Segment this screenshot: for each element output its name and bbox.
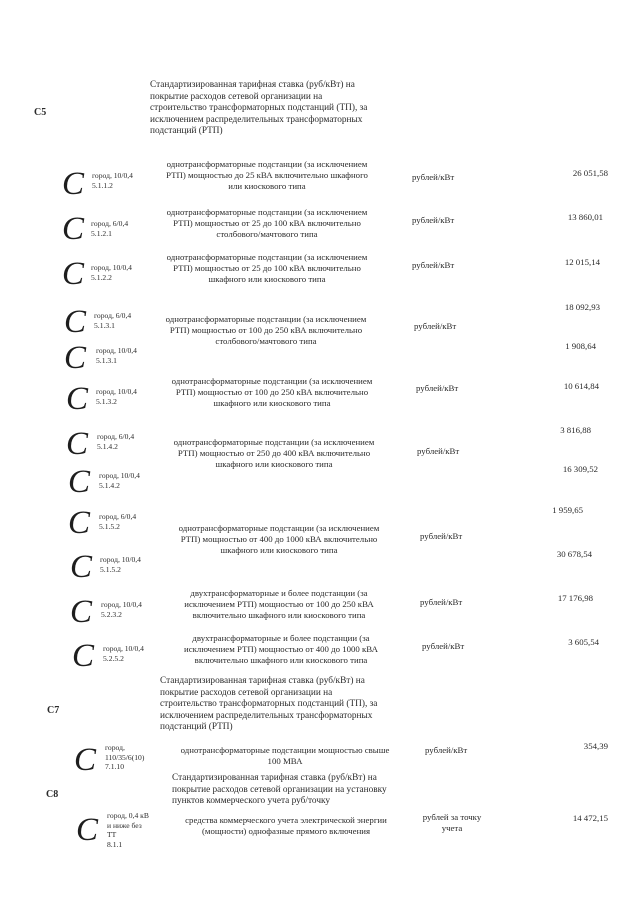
row-ref <box>91 219 128 238</box>
desc-line: однотрансформаторные подстанции мощностью свыше <box>180 745 390 755</box>
row-ref <box>105 743 144 772</box>
heading-line: исключением распределительных трансформаторных <box>160 710 373 721</box>
desc-line: РТП) мощностью от 25 до 100 кВА включительно <box>173 263 361 273</box>
row-ref <box>107 811 149 849</box>
heading-line: покрытие расходов сетевой организации на <box>150 91 323 102</box>
desc-line: однотрансформаторные подстанции (за исключением <box>166 207 368 217</box>
heading-line: пунктов коммерческого учета руб/точку <box>172 796 331 806</box>
desc-line: однотрансформаторные подстанции (за исключением <box>166 252 368 262</box>
ref-line: город, 6/0,4 <box>97 432 135 441</box>
row-unit <box>417 446 459 457</box>
row-value: 26 051,58 <box>572 168 608 178</box>
desc-line: РТП) мощностью до 25 кВА включительно шкафного <box>166 170 368 180</box>
desc-line: РТП) мощностью от 25 до 100 кВА включительно <box>173 218 361 228</box>
heading-line: покрытие расходов сетевой организации на установку <box>172 784 387 795</box>
row-unit <box>420 597 462 608</box>
ref-line: город, 0,4 кВ <box>107 811 149 820</box>
desc-line: двухтрансформаторные и более подстанции (за <box>192 633 370 643</box>
row-description <box>162 588 396 621</box>
row-description <box>164 633 398 666</box>
row-unit <box>425 745 467 756</box>
row-value: 3 605,54 <box>568 637 599 647</box>
ref-line: 5.1.5.2 <box>99 521 120 531</box>
desc-line: включительно шкафного или киоскового типа <box>194 655 368 665</box>
row-ref <box>92 171 133 190</box>
ref-line: 5.1.4.2 <box>97 441 118 451</box>
row-unit <box>422 641 464 652</box>
ref-line: город, 6/0,4 <box>94 311 132 320</box>
c-letter: C <box>64 340 87 376</box>
ref-line: город, 10/0,4 <box>96 346 137 355</box>
row-value: 1 959,65 <box>552 505 583 515</box>
c-letter: C <box>76 812 99 848</box>
unit-line: рублей/кВт <box>412 215 455 225</box>
row-unit <box>415 812 489 834</box>
ref-line: 5.1.3.1 <box>94 320 115 330</box>
desc-line: шкафного или киоскового типа <box>213 398 331 408</box>
row-ref <box>91 263 132 282</box>
desc-line: столбового/мачтового типа <box>215 336 317 346</box>
heading-line: Стандартизированная тарифная ставка (руб/кВт) на <box>150 80 355 90</box>
row-description <box>162 523 396 556</box>
unit-line: рублей/кВт <box>420 597 463 607</box>
heading-line: Стандартизированная тарифная ставка (руб/кВт) на <box>172 773 377 783</box>
row-description <box>150 314 382 347</box>
ref-line: 5.1.2.1 <box>91 228 112 238</box>
desc-line: РТП) мощностью от 100 до 250 кВА включительно <box>169 325 363 335</box>
unit-line: рублей/кВт <box>412 260 455 270</box>
row-value: 354,39 <box>583 741 608 751</box>
unit-line: рублей/кВт <box>422 641 465 651</box>
row-unit <box>416 383 458 394</box>
row-value: 14 472,15 <box>572 813 608 823</box>
heading-line: строительство трансформаторных подстанций (ТП), за <box>160 699 378 709</box>
desc-line: РТП) мощностью от 250 до 400 кВА включительно <box>177 448 371 458</box>
row-ref <box>103 644 144 663</box>
unit-line: рублей/кВт <box>414 321 457 331</box>
desc-line: однотрансформаторные подстанции (за исключением <box>166 159 368 169</box>
row-value: 3 816,88 <box>560 425 591 435</box>
ref-line: 5.1.1.2 <box>92 180 113 190</box>
row-ref <box>97 432 134 451</box>
row-description <box>158 437 390 470</box>
c-letter: C <box>68 464 91 500</box>
row-description <box>168 815 404 837</box>
section-heading-c7 <box>160 676 400 734</box>
row-ref <box>94 311 131 330</box>
ref-line: 5.1.3.1 <box>96 355 117 365</box>
ref-line: 5.1.2.2 <box>91 272 112 282</box>
unit-line: рублей/кВт <box>412 172 455 182</box>
desc-line: РТП) мощностью от 400 до 1000 кВА включительно <box>180 534 378 544</box>
section-code-c8: С8 <box>46 789 59 800</box>
heading-line: строительство трансформаторных подстанций (ТП), за <box>150 103 368 113</box>
ref-line: город, 10/0,4 <box>91 263 132 272</box>
section-code-c7: С7 <box>47 705 60 716</box>
row-value: 1 908,64 <box>565 341 596 351</box>
row-ref <box>100 555 141 574</box>
desc-line: однотрансформаторные подстанции (за исключением <box>173 437 375 447</box>
desc-line: шкафного или киоскового типа <box>215 459 333 469</box>
c-letter: C <box>72 638 95 674</box>
heading-line: покрытие расходов сетевой организации на <box>160 687 333 698</box>
c-letter: C <box>62 166 85 202</box>
row-description <box>156 376 388 409</box>
ref-line: 5.1.3.2 <box>96 396 117 406</box>
heading-line: исключением распределительных трансформаторных <box>150 114 363 125</box>
desc-line: однотрансформаторные подстанции (за исключением <box>171 376 373 386</box>
section-heading-c5 <box>150 80 390 138</box>
ref-line: город, 10/0,4 <box>103 644 144 653</box>
heading-line: подстанций (РТП) <box>160 722 233 732</box>
heading-line: подстанций (РТП) <box>150 126 223 136</box>
row-value: 16 309,52 <box>562 464 598 474</box>
ref-line: 5.2.3.2 <box>101 609 122 619</box>
row-unit <box>420 531 462 542</box>
ref-line: 8.1.1 <box>107 839 123 849</box>
desc-line: средства коммерческого учета электрической энергии <box>185 815 387 825</box>
c-letter: C <box>70 549 93 585</box>
row-value: 30 678,54 <box>556 549 592 559</box>
row-unit <box>412 172 454 183</box>
desc-line: РТП) мощностью от 100 до 250 кВА включительно <box>175 387 369 397</box>
ref-line: город, <box>105 743 125 752</box>
row-value: 12 015,14 <box>564 257 600 267</box>
ref-line: город, 10/0,4 <box>92 171 133 180</box>
c-letter: C <box>68 505 91 541</box>
c-letter: C <box>66 381 89 417</box>
desc-line: однотрансформаторные подстанции (за исключением <box>178 523 380 533</box>
ref-line: 5.1.5.2 <box>100 564 121 574</box>
row-ref <box>96 346 137 365</box>
ref-line: 5.1.4.2 <box>99 480 120 490</box>
unit-line: рублей за точку <box>422 812 482 822</box>
section-heading-c8 <box>172 773 422 808</box>
c-letter: C <box>62 256 85 292</box>
c-letter: C <box>66 426 89 462</box>
row-description <box>168 745 402 767</box>
ref-line: город, 10/0,4 <box>100 555 141 564</box>
ref-line: город, 10/0,4 <box>96 387 137 396</box>
unit-line: учета <box>441 823 463 833</box>
desc-line: шкафного или киоскового типа <box>220 545 338 555</box>
unit-line: рублей/кВт <box>425 745 468 755</box>
unit-line: рублей/кВт <box>420 531 463 541</box>
row-description <box>152 207 382 240</box>
desc-line: столбового/мачтового типа <box>216 229 318 239</box>
row-value: 13 860,01 <box>567 212 603 222</box>
ref-line: ТТ <box>107 830 117 839</box>
desc-line: включительно шкафного или киоскового типа <box>192 610 366 620</box>
row-unit <box>412 215 454 226</box>
ref-line: 7.1.10 <box>105 762 124 771</box>
row-unit <box>412 260 454 271</box>
ref-line: 5.2.5.2 <box>103 653 124 663</box>
row-description <box>152 159 382 192</box>
section-code-c5: С5 <box>34 107 47 118</box>
ref-line: город, 6/0,4 <box>91 219 129 228</box>
ref-line: город, 10/0,4 <box>101 600 142 609</box>
c-letter: C <box>74 742 97 778</box>
row-value: 17 176,98 <box>557 593 593 603</box>
heading-line: Стандартизированная тарифная ставка (руб/кВт) на <box>160 676 365 686</box>
row-value: 10 614,84 <box>563 381 599 391</box>
desc-line: или киоскового типа <box>228 181 306 191</box>
row-ref <box>101 600 142 619</box>
ref-line: город, 10/0,4 <box>99 471 140 480</box>
c-letter: C <box>70 594 93 630</box>
desc-line: 100 МВА <box>267 756 303 766</box>
unit-line: рублей/кВт <box>416 383 459 393</box>
row-value: 18 092,93 <box>564 302 600 312</box>
desc-line: двухтрансформаторные и более подстанции (за <box>190 588 368 598</box>
row-ref <box>99 471 140 490</box>
desc-line: (мощности) однофазные прямого включения <box>201 826 371 836</box>
ref-line: 110/35/6(10) <box>105 752 145 762</box>
row-description <box>152 252 382 285</box>
desc-line: исключением РТП) мощностью от 400 до 1000 кВА <box>184 644 378 654</box>
ref-line: город, 6/0,4 <box>99 512 137 521</box>
desc-line: однотрансформаторные подстанции (за исключением <box>165 314 367 324</box>
ref-line: и ниже без <box>107 820 142 830</box>
desc-line: исключением РТП) мощностью от 100 до 250 кВА <box>184 599 374 609</box>
row-ref <box>99 512 136 531</box>
desc-line: шкафного или киоскового типа <box>208 274 326 284</box>
row-unit <box>414 321 456 332</box>
row-ref <box>96 387 137 406</box>
unit-line: рублей/кВт <box>417 446 460 456</box>
c-letter: C <box>64 304 87 340</box>
c-letter: C <box>62 211 85 247</box>
